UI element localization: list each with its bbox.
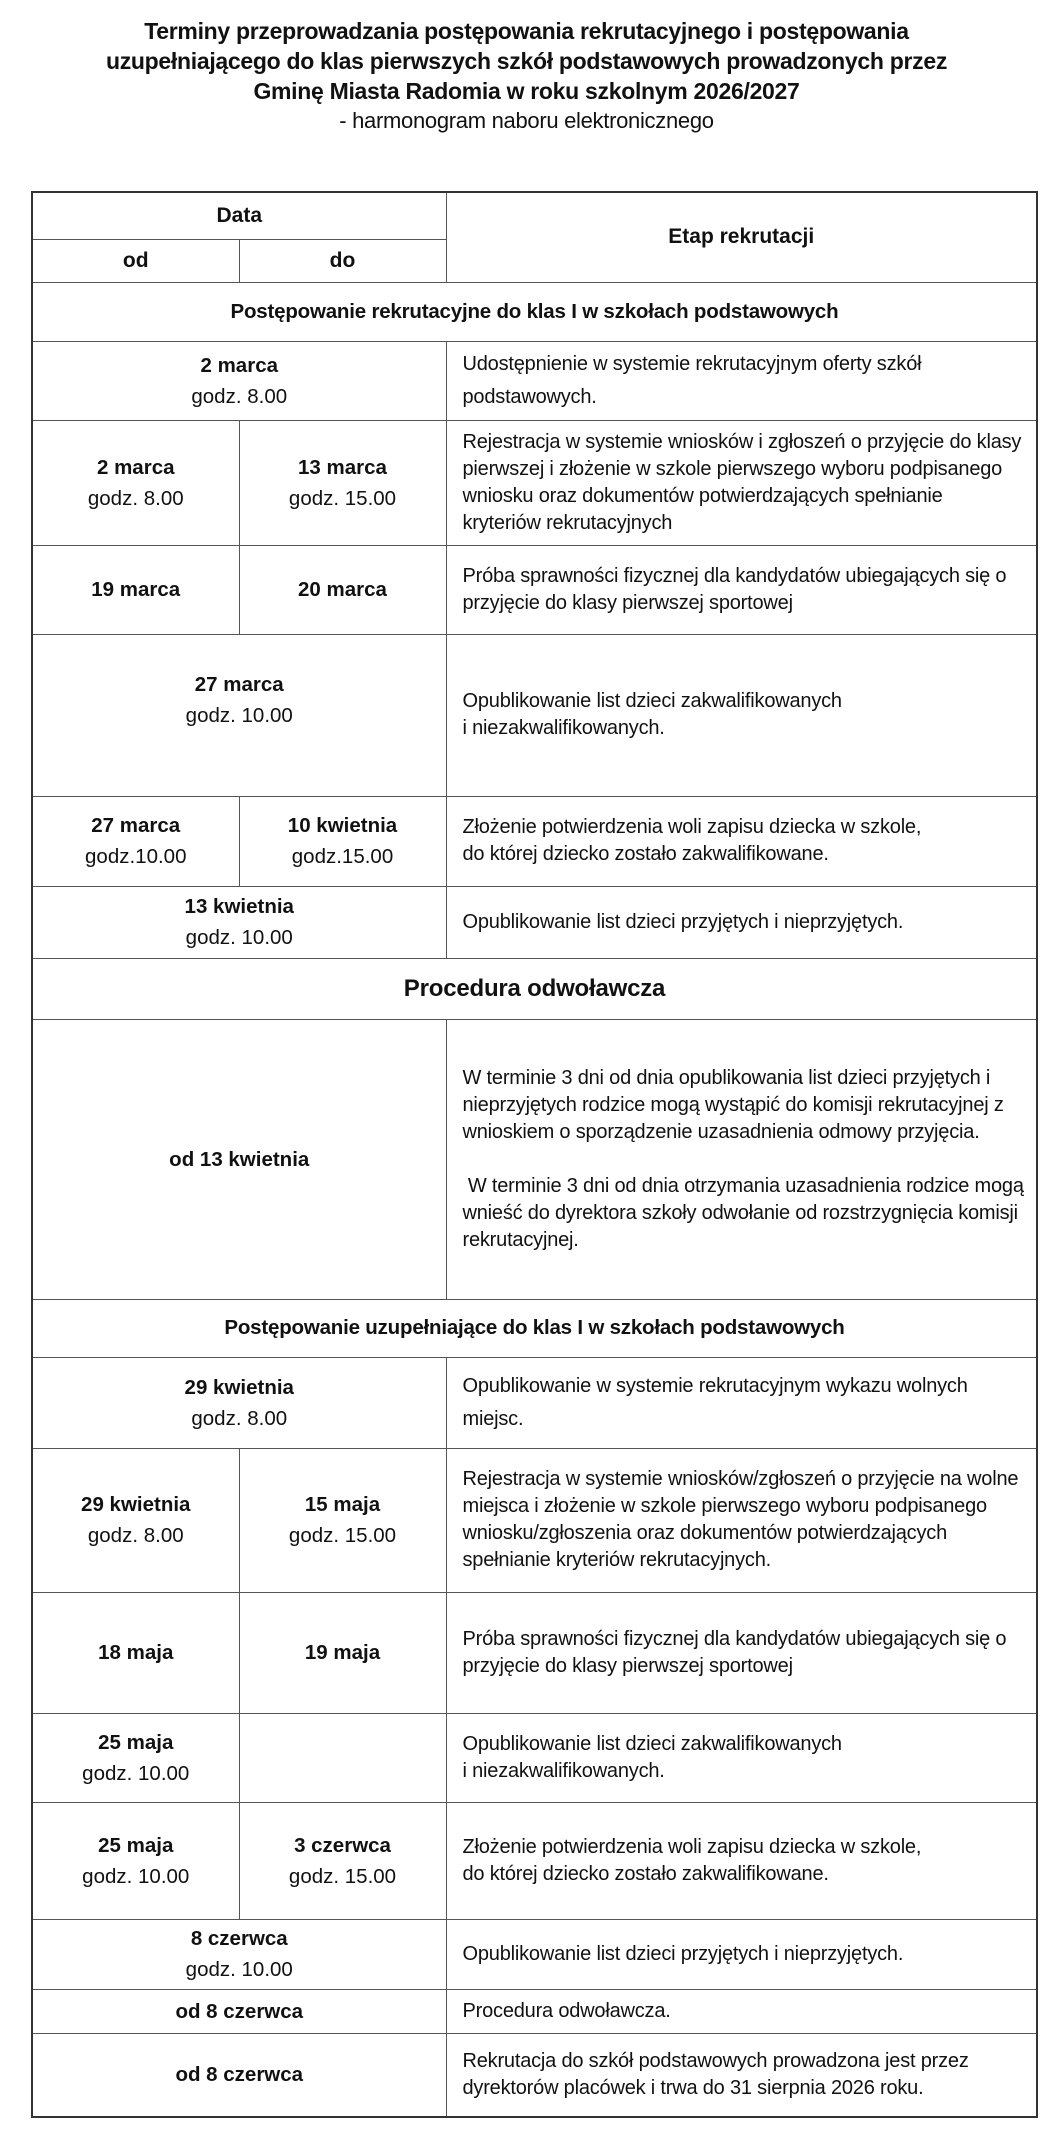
time-from: godz. 10.00 xyxy=(185,1958,293,1981)
stage-text: Procedura odwoławcza. xyxy=(462,1999,671,2022)
table-row xyxy=(32,1713,1037,1802)
section-header-row xyxy=(32,1299,1037,1357)
date-from-cell xyxy=(32,796,239,886)
time-from: godz. 8.00 xyxy=(87,1524,184,1547)
document-title-line-3: Gminę Miasta Radomia w roku szkolnym 2026/2027 xyxy=(253,78,800,104)
stage-text: Próba sprawności fizycznej dla kandydatów ubiegających się o przyjęcie do klasy pierwszej sportowej xyxy=(462,1627,1007,1677)
date-to: 20 marca xyxy=(298,578,387,601)
table-row xyxy=(32,2033,1037,2117)
date-from-cell xyxy=(32,1448,239,1592)
section-title-supplementary: Postępowanie uzupełniające do klas I w szkołach podstawowych xyxy=(32,1299,1037,1357)
time-from: godz. 10.00 xyxy=(82,1761,190,1785)
stage-text: Opublikowanie list dzieci przyjętych i nieprzyjętych. xyxy=(462,910,904,933)
stage-text: Udostępnienie w systemie rekrutacyjnym oferty szkół podstawowych. xyxy=(462,352,922,408)
header-to: do xyxy=(239,239,446,282)
date-to-cell xyxy=(239,796,446,886)
date-from: 18 maja xyxy=(98,1641,174,1664)
date-to-cell xyxy=(239,420,446,545)
date-cell xyxy=(32,886,446,958)
stage-text: W terminie 3 dni od dnia opublikowania list dzieci przyjętych i nieprzyjętych rodzice mogą wystąpić do komisji rekrutacyjnej z wnioskiem o sporządzenie uzasadnienia odmowy przyjęcia. xyxy=(462,1066,1004,1143)
header-stage: Etap rekrutacji xyxy=(446,192,1037,282)
table-row xyxy=(32,1357,1037,1448)
date-from: 25 maja xyxy=(98,1730,174,1754)
date-cell xyxy=(32,1019,446,1299)
document-title-line-1: Terminy przeprowadzania postępowania rekrutacyjnego i postępowania xyxy=(144,18,909,44)
stage-cell xyxy=(446,1019,1037,1299)
date-from: 27 marca xyxy=(194,672,284,696)
date-cell xyxy=(32,1357,446,1448)
time-to: godz.15.00 xyxy=(291,845,394,868)
section-title-recruitment: Postępowanie rekrutacyjne do klas I w szkołach podstawowych xyxy=(32,282,1037,341)
date-to-cell xyxy=(239,1802,446,1919)
table-row xyxy=(32,886,1037,958)
date-to: 13 marca xyxy=(298,455,387,479)
stage-text: do której dziecko zostało zakwalifikowane. xyxy=(462,1862,829,1885)
stage-text: do której dziecko zostało zakwalifikowane. xyxy=(462,843,829,865)
stage-cell xyxy=(446,2033,1037,2117)
date-to-cell xyxy=(239,1592,446,1713)
document-subtitle: - harmonogram naboru elektronicznego xyxy=(339,108,714,133)
date-from: 8 czerwca xyxy=(190,1927,288,1950)
date-to-cell xyxy=(239,545,446,634)
table-row xyxy=(32,1448,1037,1592)
date-from: 2 marca xyxy=(96,455,175,479)
date-to: 19 maja xyxy=(304,1641,381,1664)
table-row xyxy=(32,1019,1037,1299)
schedule-table xyxy=(31,191,1038,2118)
date-from: od 8 czerwca xyxy=(175,1999,304,2023)
date-from-cell xyxy=(32,1713,239,1802)
stage-cell xyxy=(446,634,1037,796)
table-row xyxy=(32,1989,1037,2033)
document-title-block xyxy=(0,16,1053,136)
table-row xyxy=(32,1919,1037,1989)
time-from: godz.10.00 xyxy=(85,845,187,868)
stage-cell xyxy=(446,886,1037,958)
date-cell xyxy=(32,634,446,796)
time-to: godz. 15.00 xyxy=(288,1864,397,1888)
stage-cell xyxy=(446,1448,1037,1592)
stage-text: Złożenie potwierdzenia woli zapisu dziecka w szkole, xyxy=(462,816,922,838)
header-row-1 xyxy=(32,192,1037,239)
date-from: 27 marca xyxy=(91,814,181,837)
section-header-row xyxy=(32,282,1037,341)
section-header-row xyxy=(32,958,1037,1019)
stage-text: Rekrutacja do szkół podstawowych prowadzona jest przez dyrektorów placówek i trwa do 31 sierpnia 2026 roku. xyxy=(462,2049,969,2099)
date-to-cell xyxy=(239,1713,446,1802)
stage-text: Rejestracja w systemie wniosków/zgłoszeń o przyjęcie na wolne miejsca i złożenie w szkole pierwszego wyboru podpisanego wniosku/zgłoszenia oraz dokumentów potwierdzających spełnianie kryteriów rekrutacyjnych. xyxy=(462,1468,1019,1571)
header-date: Data xyxy=(32,192,446,239)
date-from-cell xyxy=(32,1802,239,1919)
date-from: 29 kwietnia xyxy=(184,1375,294,1399)
header-from: od xyxy=(32,239,239,282)
date-from: od 8 czerwca xyxy=(175,2063,304,2087)
stage-cell xyxy=(446,1989,1037,2033)
date-from-cell xyxy=(32,420,239,545)
stage-text: i niezakwalifikowanych. xyxy=(462,717,665,739)
stage-cell xyxy=(446,341,1037,420)
date-cell xyxy=(32,341,446,420)
date-from-cell xyxy=(32,1592,239,1713)
date-from-cell xyxy=(32,545,239,634)
stage-text: Opublikowanie list dzieci zakwalifikowanych xyxy=(462,690,842,712)
time-from: godz. 8.00 xyxy=(191,384,288,408)
date-cell xyxy=(32,1919,446,1989)
time-from: godz. 8.00 xyxy=(87,486,184,510)
table-row xyxy=(32,1802,1037,1919)
date-to: 3 czerwca xyxy=(294,1833,391,1857)
stage-text: Opublikowanie list dzieci przyjętych i nieprzyjętych. xyxy=(462,1942,904,1965)
date-from: 29 kwietnia xyxy=(81,1493,191,1516)
stage-text: Próba sprawności fizycznej dla kandydatów ubiegających się o przyjęcie do klasy pierwszej sportowej xyxy=(462,564,1007,614)
time-from: godz. 10.00 xyxy=(185,703,293,727)
stage-cell xyxy=(446,1919,1037,1989)
time-to: godz. 15.00 xyxy=(288,486,397,510)
stage-cell xyxy=(446,1357,1037,1448)
stage-text: Rejestracja w systemie wniosków i zgłoszeń o przyjęcie do klasy pierwszej i złożenie w szkole pierwszego wyboru podpisanego wniosku oraz dokumentów potwierdzających spełnianie kryteriów rekrutacyjnych xyxy=(462,430,1022,534)
time-to: godz. 15.00 xyxy=(288,1524,397,1547)
stage-cell xyxy=(446,1713,1037,1802)
stage-text: Opublikowanie w systemie rekrutacyjnym wykazu wolnych miejsc. xyxy=(462,1374,968,1430)
table-row xyxy=(32,1592,1037,1713)
stage-text: i niezakwalifikowanych. xyxy=(462,1759,665,1782)
stage-cell xyxy=(446,420,1037,545)
stage-cell xyxy=(446,1592,1037,1713)
date-to: 15 maja xyxy=(304,1493,381,1516)
table-row xyxy=(32,341,1037,420)
table-row xyxy=(32,796,1037,886)
date-to-cell xyxy=(239,1448,446,1592)
time-from: godz. 8.00 xyxy=(191,1406,288,1430)
table-row xyxy=(32,420,1037,545)
stage-cell xyxy=(446,1802,1037,1919)
section-title-appeal: Procedura odwoławcza xyxy=(32,958,1037,1019)
time-from: godz. 10.00 xyxy=(185,926,293,949)
stage-cell xyxy=(446,545,1037,634)
date-from: 13 kwietnia xyxy=(184,895,294,918)
date-to: 10 kwietnia xyxy=(287,814,398,837)
date-cell xyxy=(32,1989,446,2033)
table-row xyxy=(32,545,1037,634)
stage-cell xyxy=(446,796,1037,886)
date-from: 25 maja xyxy=(98,1833,174,1857)
stage-text: Opublikowanie list dzieci zakwalifikowanych xyxy=(462,1732,842,1755)
document-title-line-2: uzupełniającego do klas pierwszych szkół podstawowych prowadzonych przez xyxy=(105,48,948,74)
date-from: od 13 kwietnia xyxy=(169,1147,310,1171)
date-from: 2 marca xyxy=(200,353,278,377)
stage-text: W terminie 3 dni od dnia otrzymania uzasadnienia rodzice mogą wnieść do dyrektora szkoły odwołanie od rozstrzygnięcia komisji rekrutacyjnej. xyxy=(462,1174,1030,1251)
time-from: godz. 10.00 xyxy=(82,1864,190,1888)
stage-text: Złożenie potwierdzenia woli zapisu dziecka w szkole, xyxy=(462,1835,922,1858)
date-from: 19 marca xyxy=(91,578,181,601)
date-cell xyxy=(32,2033,446,2117)
table-row xyxy=(32,634,1037,796)
